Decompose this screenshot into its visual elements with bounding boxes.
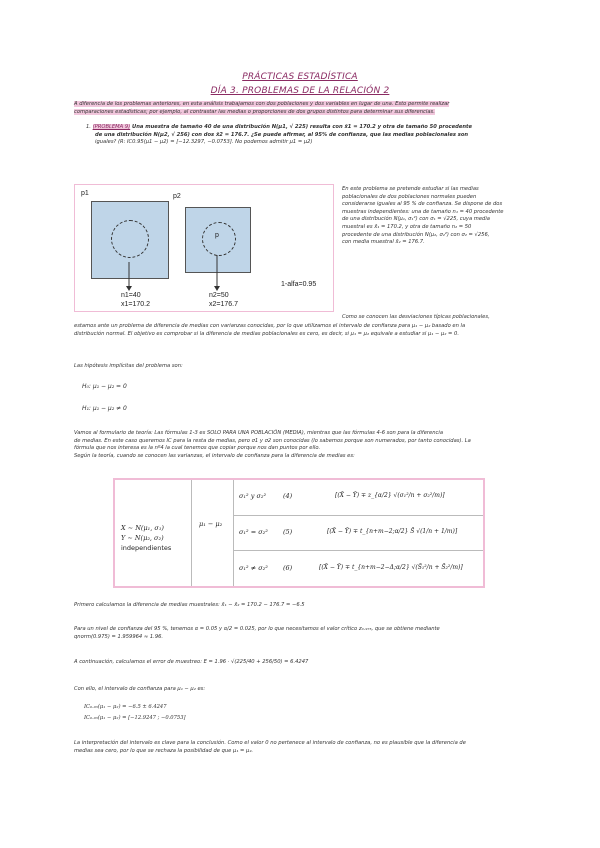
ic-intro: Con ello, el intervalo de confianza para μ₁ − μ₂ es: — [74, 686, 206, 692]
body-line-1a: Como se conocen las desviaciones típicas poblacionales, — [342, 314, 490, 320]
hypothesis-h0: H₀: μ₁ − μ₂ = 0 — [82, 383, 127, 390]
confidence-label: 1-alfa=0.95 — [281, 281, 317, 288]
conclusion — [74, 740, 544, 755]
problem-line-3: iguales? (R: IC0.95(μ1 − μ2) = [−12.3297, −0.0753]. No podemos admitir μ1 = μ2) — [95, 139, 313, 146]
intro-paragraph — [74, 101, 534, 116]
body-paragraph-1 — [74, 323, 544, 338]
row2-formula: [(X̄ − Ȳ) ∓ t_{n+m−2;α/2} S̃ √(1/n + 1/m)] — [327, 528, 458, 535]
conclusion-line-1: La interpretación del intervalo es clave para la conclusión. Como el valor 0 no pertenece al intervalo de confianza, no es plausible que la diferencia de — [74, 740, 466, 746]
side-line-5: de una distribución N(μ₁, σ₁²) con σ₁ = √225, cuya media — [342, 216, 490, 223]
side-explanation — [342, 186, 532, 247]
problem-tag: (PROBLEMA 9) — [92, 124, 131, 130]
x1-label: x1=170.2 — [121, 301, 150, 308]
parameter-label: μ₁ − μ₂ — [199, 520, 223, 528]
hypothesis-intro: Las hipótesis implícitas del problema son: — [74, 363, 183, 369]
row2-number: (5) — [283, 528, 293, 536]
row3-formula: [(X̄ − Ȳ) ∓ t_{n+m−2−Δ;α/2} √(S̃₁²/n + S̃₂²/m)] — [319, 564, 463, 571]
conclusion-line-2: medias sea cero, por lo que se rechaza la posibilidad de que μ₁ = μ₂. — [74, 747, 254, 754]
problem-line-1: Una muestra de tamaño 40 de una distribución N(μ1, √ 225) resulta con x̄1 = 170.2 y otra de tamaño 50 procedente — [130, 124, 473, 130]
page-title: PRÁCTICAS ESTADÍSTICA — [242, 72, 358, 82]
table-row-divider-1 — [233, 515, 483, 516]
x-distribution: X ∼ N(μ₁, σ₁) — [121, 524, 164, 532]
arrow-1-head — [126, 286, 132, 291]
formula-table — [113, 478, 485, 588]
problem-number: 1. — [86, 124, 91, 130]
independent-label: independientes — [121, 544, 172, 552]
p-inner-label: p — [215, 232, 219, 239]
calc-error: A continuación, calculamos el error de muestreo: E = 1.96 · √(225/40 + 256/50) = 6.4247 — [74, 659, 309, 665]
ic-line-2: IC₀.₉₅(μ₁ − μ₂) = [−12.9247 ; −0.0753] — [84, 715, 186, 721]
row1-condition: σ₁² y σ₂² — [239, 492, 267, 500]
page-subtitle: DÍA 3. PROBLEMAS DE LA RELACIÓN 2 — [210, 86, 390, 96]
side-line-6: muestral es x̄₁ = 170.2, y otra de tamaño n₂ = 50 — [342, 223, 472, 230]
side-line-8: con media muestral x̄₂ = 176.7. — [342, 239, 425, 246]
p2-label: p2 — [173, 193, 181, 200]
problem-statement — [86, 124, 536, 147]
row2-condition: σ₁² = σ₂² — [239, 528, 268, 536]
row1-formula: [(X̄ − Ȳ) ∓ z_{α/2} √(σ₁²/n + σ₂²/m)] — [335, 492, 445, 499]
table-divider-2 — [233, 480, 234, 586]
row3-condition: σ₁² ≠ σ₂² — [239, 564, 268, 572]
figure-arrows — [75, 185, 333, 311]
n2-label: n2=50 — [209, 292, 229, 299]
intro-line-2: comparaciones estadísticas; por ejemplo, al contrastar las medias o proporciones de dos grupos distintos para determinar sus diferencias. — [74, 108, 435, 115]
body-line-1c: distribución normal. El objetivo es comprobar si la diferencia de medias poblacionales es cero, es decir, si μ₁ = μ₂ equivale a estudiar si μ₁ − μ₂ = 0. — [74, 330, 459, 337]
calc-difference: Primero calculamos la diferencia de medias muestrales: x̄₁ − x̄₂ = 170.2 − 176.7 = −6.5 — [74, 602, 305, 608]
y-distribution: Y ∼ N(μ₂, σ₂) — [121, 534, 164, 542]
arrow-2-head — [214, 286, 220, 291]
populations-figure — [74, 184, 334, 312]
n1-label: n1=40 — [121, 292, 141, 299]
side-line-4: muestras independientes: una de tamaño n₁ = 40 procedente — [342, 208, 504, 215]
body-line-2b: de medias. En este caso queremos IC para la resta de medias, pero σ1 y σ2 son conocidas (lo sabemos porque son numerados, por tanto conocidas). La — [74, 437, 471, 444]
calc-confidence-line-1: Para un nivel de confianza del 95 %, tenemos α = 0.05 y α/2 = 0.025, por lo que necesitamos el valor crítico z₀.₉₇₅, que se obtiene mediante — [74, 626, 440, 632]
body-line-2d: Según la teoría, cuando se conocen las varianzas, el intervalo de confianza para la diferencia de medias es: — [74, 452, 355, 459]
side-line-7: procedente de una distribución N(μ₂, σ₂²) con σ₂ = √256, — [342, 231, 490, 238]
ic-line-1: IC₀.₉₅(μ₁ − μ₂) = −6.5 ± 6.4247 — [84, 704, 167, 710]
intro-line-1: A diferencia de los problemas anteriores, en esta análisis trabajamos con dos poblaciones y dos variables en lugar de una. Esto permite realizar — [74, 101, 450, 107]
x2-label: x2=176.7 — [209, 301, 238, 308]
body-line-2c: fórmula que nos interesa es la nº4 la cual tenemos que copiar porque nos dan puntos por ello. — [74, 445, 321, 452]
body-paragraph-2 — [74, 430, 544, 460]
row1-number: (4) — [283, 492, 293, 500]
body-line-2a: Vamos al formulario de teoría: Las fórmulas 1-3 es SOLO PARA UNA POBLACIÓN (MEDIA), mientras que las fórmulas 4-6 son para la diferencia — [74, 430, 444, 436]
table-row-divider-2 — [233, 550, 483, 551]
p1-label: p1 — [81, 190, 89, 197]
problem-line-2: de una distribución N(μ2, √ 256) con dos x̄2 = 176.7. ¿Se puede afirmar, al 95% de confianza, que las medias poblacionales son — [95, 131, 469, 138]
hypothesis-h1: H₁: μ₁ − μ₂ ≠ 0 — [82, 405, 127, 412]
table-divider-1 — [191, 480, 192, 586]
row3-number: (6) — [283, 564, 293, 572]
side-line-1: En este problema se pretende estudiar si las medias — [342, 186, 479, 192]
body-line-1b: estamos ante un problema de diferencia de medias con varianzas conocidas, por lo que utilizamos el intervalo de confianza para μ₁ − μ₂ basado en la — [74, 323, 466, 329]
calc-confidence-line-2: qnorm(0.975) = 1.959964 ≈ 1.96. — [74, 633, 164, 640]
side-line-3: considerarse iguales al 95 % de confianza. Se dispone de dos — [342, 201, 503, 208]
calc-confidence — [74, 626, 544, 641]
side-line-2: poblacionales de dos poblaciones normales pueden — [342, 193, 477, 200]
